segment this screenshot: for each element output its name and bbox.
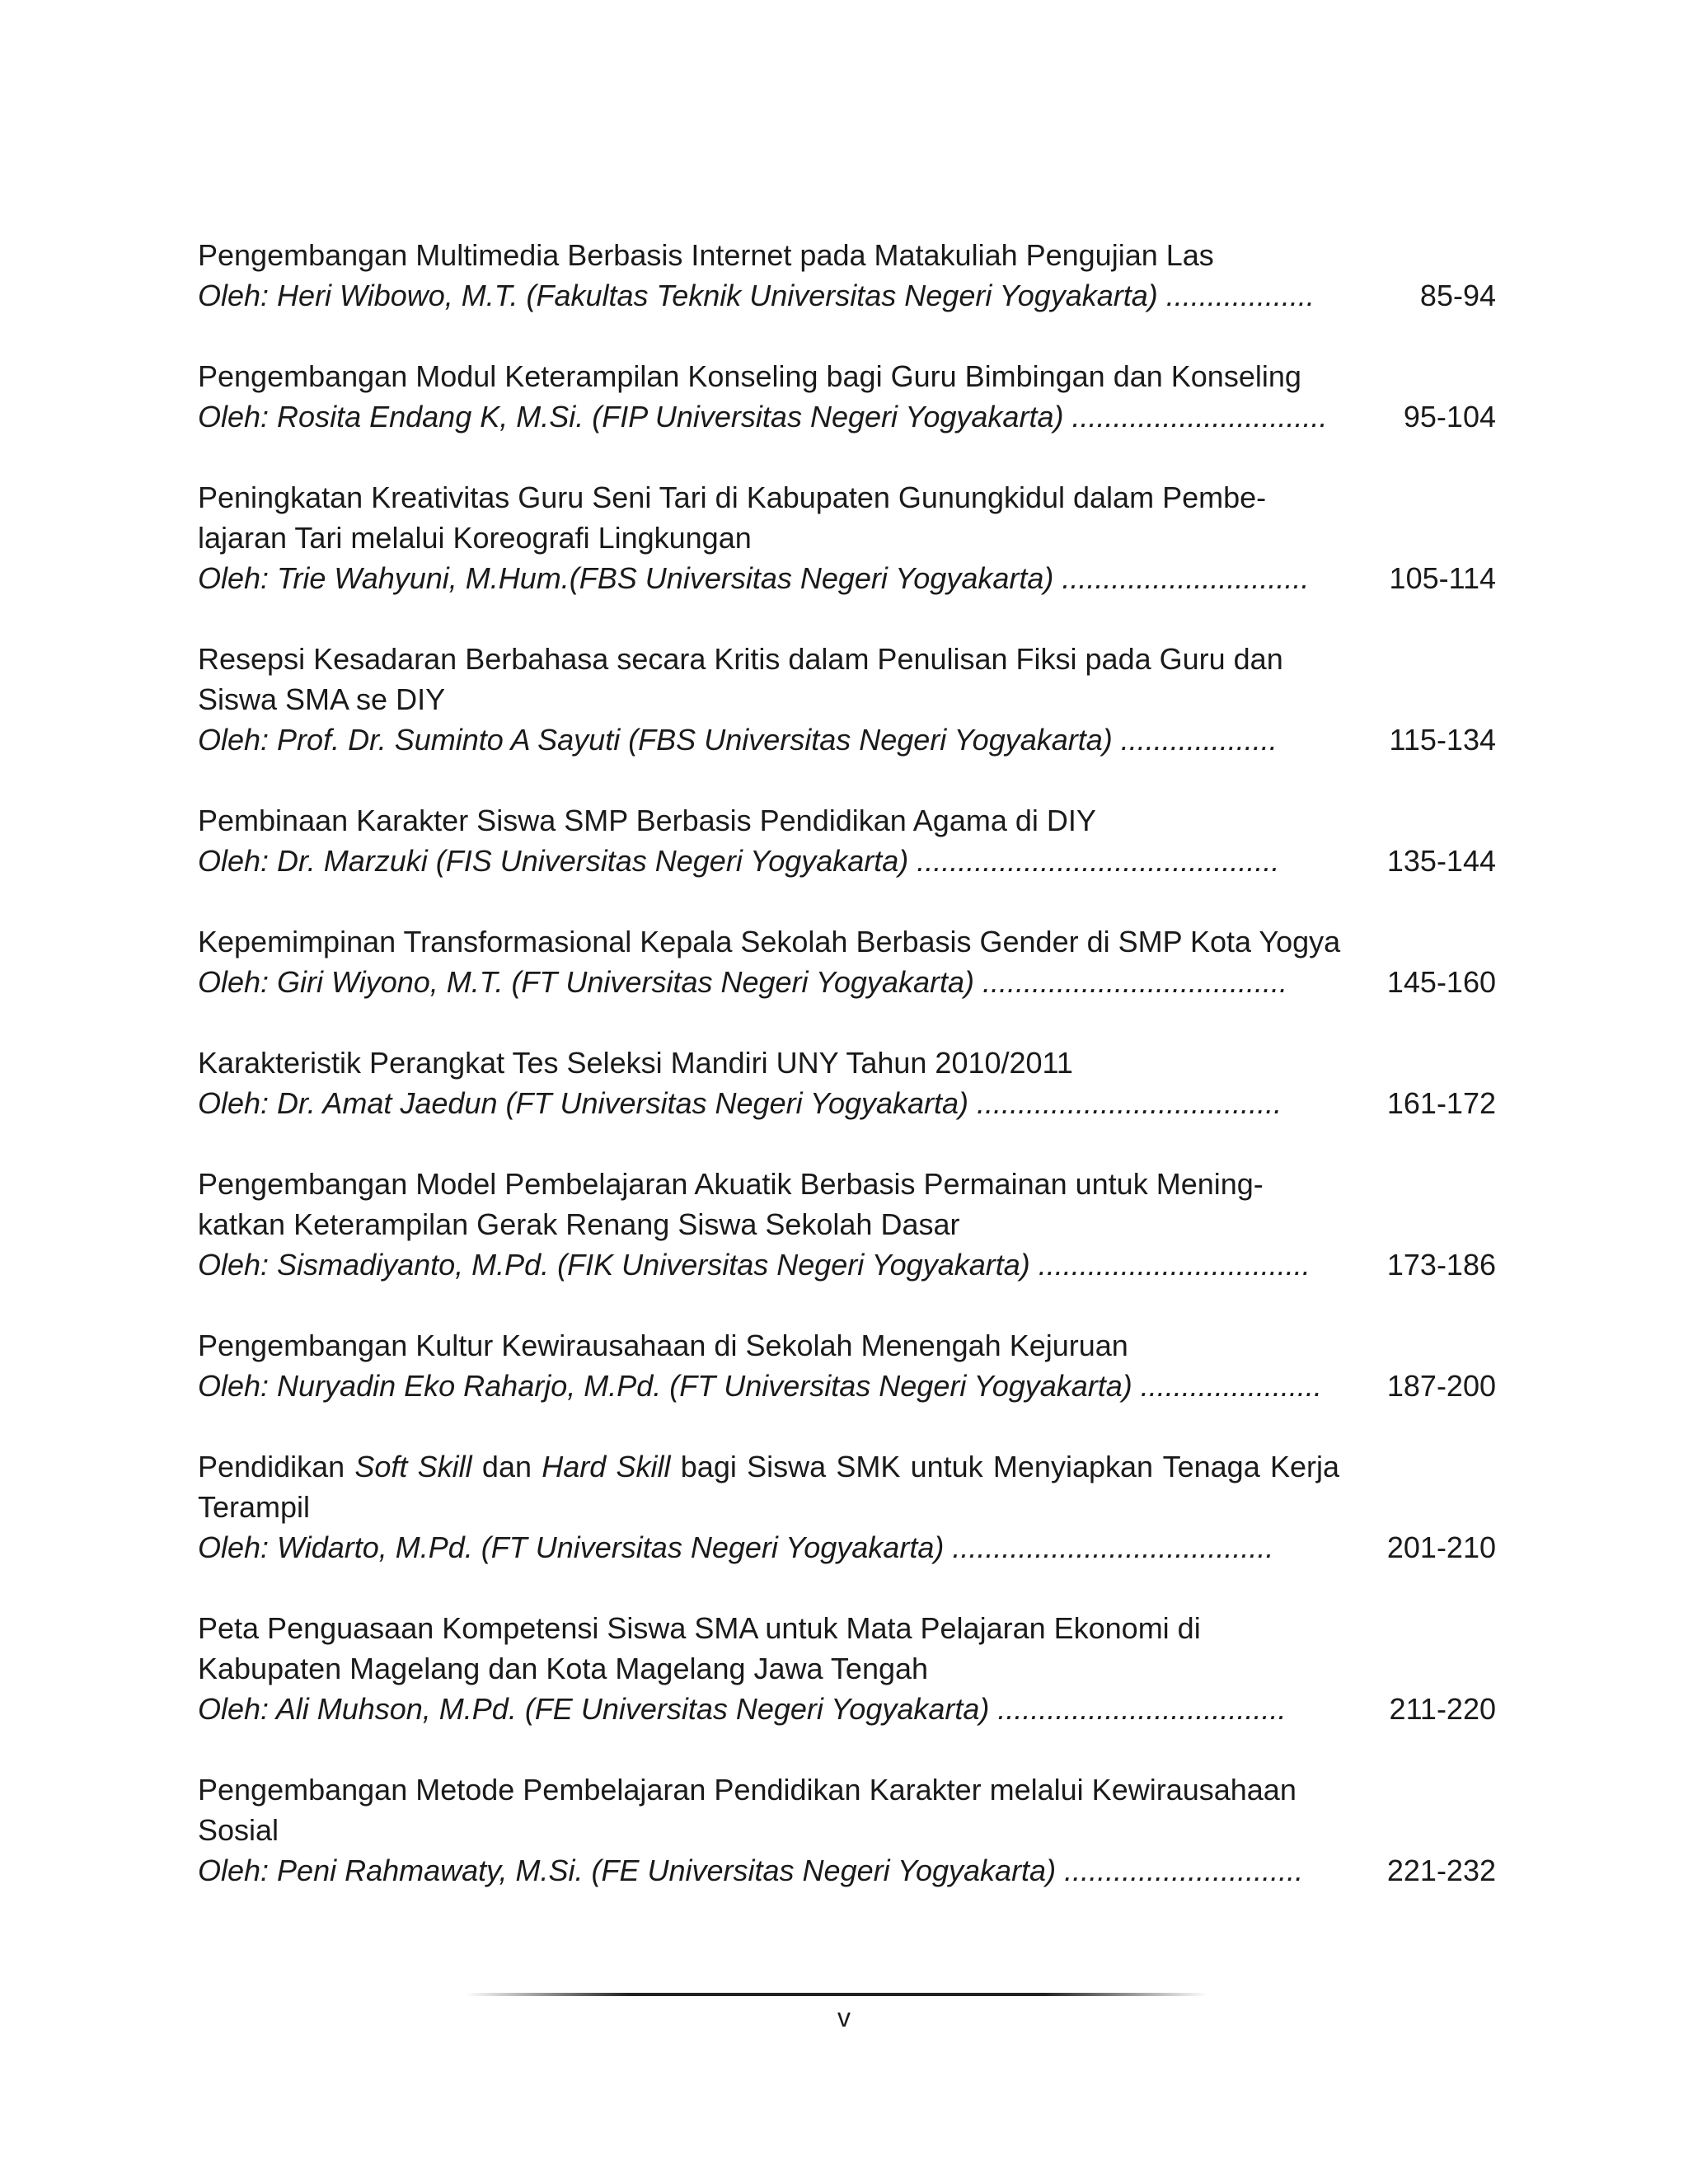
- entry-title: [198, 921, 1339, 962]
- entry-title-emphasis: Hard Skill: [542, 1450, 671, 1483]
- entry-byline: [198, 1527, 1496, 1568]
- toc-entry: [198, 1325, 1496, 1406]
- toc-entry: [198, 235, 1496, 316]
- entry-author: Oleh: Ali Muhson, M.Pd. (FE Universitas Negeri Yogyakarta) ...................................: [198, 1692, 1287, 1726]
- entry-pages: 187-200: [1386, 1369, 1496, 1403]
- entry-byline: [198, 1689, 1496, 1729]
- entry-title-line: Sosial: [198, 1813, 279, 1847]
- toc-entry: [198, 1608, 1496, 1729]
- entry-title-emphasis: Soft Skill: [354, 1450, 472, 1483]
- entry-author: Oleh: Peni Rahmawaty, M.Si. (FE Universitas Negeri Yogyakarta) .............................: [198, 1854, 1304, 1887]
- toc-entry: [198, 639, 1496, 760]
- entry-author: Oleh: Trie Wahyuni, M.Hum.(FBS Universitas Negeri Yogyakarta) ..............................: [198, 561, 1310, 595]
- entry-title: [198, 477, 1339, 558]
- toc-entry: [198, 477, 1496, 598]
- entry-author: Oleh: Giri Wiyono, M.T. (FT Universitas Negeri Yogyakarta) .....................................: [198, 965, 1288, 999]
- entry-author: Oleh: Prof. Dr. Suminto A Sayuti (FBS Universitas Negeri Yogyakarta) ...................: [198, 723, 1278, 757]
- entry-byline: [198, 1244, 1496, 1285]
- entry-author: Oleh: Sismadiyanto, M.Pd. (FIK Universitas Negeri Yogyakarta) .................................: [198, 1248, 1311, 1282]
- entry-title: [198, 1769, 1339, 1850]
- entry-title-line: lajaran Tari melalui Koreografi Lingkungan: [198, 521, 752, 555]
- toc-entry: [198, 356, 1496, 437]
- entry-title-line: Karakteristik Perangkat Tes Seleksi Mandiri UNY Tahun 2010/2011: [198, 1046, 1073, 1080]
- entry-byline: [198, 275, 1496, 316]
- entry-title-line: Pengembangan Kultur Kewirausahaan di Sekolah Menengah Kejuruan: [198, 1329, 1128, 1362]
- entry-title-line: Pengembangan Modul Keterampilan Konseling bagi Guru Bimbingan dan Konseling: [198, 359, 1301, 393]
- entry-title: [198, 1043, 1339, 1083]
- entry-title-line: Resepsi Kesadaran Berbahasa secara Kritis dalam Penulisan Fiksi pada Guru dan: [198, 642, 1283, 676]
- entry-pages: 95-104: [1403, 400, 1496, 434]
- entry-title: [198, 1164, 1339, 1244]
- entry-title: [198, 800, 1339, 841]
- entry-title: [198, 235, 1339, 275]
- entry-author: Oleh: Dr. Marzuki (FIS Universitas Negeri Yogyakarta) ............................................: [198, 844, 1280, 878]
- table-of-contents: [198, 235, 1496, 1931]
- entry-author: Oleh: Widarto, M.Pd. (FT Universitas Negeri Yogyakarta) .......................................: [198, 1530, 1274, 1564]
- entry-byline: [198, 396, 1496, 437]
- toc-entry: [198, 800, 1496, 881]
- entry-title: [198, 1608, 1339, 1689]
- entry-pages: 135-144: [1386, 844, 1496, 878]
- entry-byline: [198, 719, 1496, 760]
- entry-title-line: Kabupaten Magelang dan Kota Magelang Jawa Tengah: [198, 1652, 929, 1685]
- entry-title: [198, 356, 1339, 396]
- entry-title-text: dan: [471, 1450, 542, 1483]
- entry-title-line: Pengembangan Metode Pembelajaran Pendidikan Karakter melalui Kewirausahaan: [198, 1773, 1296, 1807]
- entry-pages: 173-186: [1386, 1248, 1496, 1282]
- entry-byline: [198, 1366, 1496, 1406]
- entry-author: Oleh: Rosita Endang K, M.Si. (FIP Universitas Negeri Yogyakarta) ...............................: [198, 400, 1328, 434]
- entry-title-text: bagi Siswa SMK untuk Menyiapkan Tenaga Kerja Terampil: [198, 1450, 1340, 1524]
- entry-pages: 211-220: [1389, 1692, 1496, 1726]
- page-number: v: [837, 2003, 851, 2032]
- entry-title: [198, 1446, 1339, 1527]
- entry-title-line: Pengembangan Model Pembelajaran Akuatik Berbasis Permainan untuk Mening-: [198, 1167, 1264, 1201]
- entry-pages: 115-134: [1389, 723, 1496, 757]
- entry-pages: 105-114: [1389, 561, 1496, 595]
- entry-author: Oleh: Dr. Amat Jaedun (FT Universitas Negeri Yogyakarta) .....................................: [198, 1086, 1282, 1120]
- entry-byline: [198, 841, 1496, 881]
- entry-pages: 221-232: [1386, 1854, 1496, 1887]
- entry-pages: 201-210: [1386, 1530, 1496, 1564]
- entry-byline: [198, 962, 1496, 1002]
- toc-entry: [198, 1446, 1496, 1568]
- entry-title-line: Pengembangan Multimedia Berbasis Internet pada Matakuliah Pengujian Las: [198, 238, 1214, 272]
- entry-title-line: Peta Penguasaan Kompetensi Siswa SMA untuk Mata Pelajaran Ekonomi di: [198, 1611, 1201, 1645]
- entry-byline: [198, 1083, 1496, 1123]
- entry-title-line: Siswa SMA se DIY: [198, 682, 446, 716]
- entry-pages: 161-172: [1386, 1086, 1496, 1120]
- toc-entry: [198, 1043, 1496, 1123]
- entry-title-line: Kepemimpinan Transformasional Kepala Sekolah Berbasis Gender di SMP Kota Yogya: [198, 925, 1341, 958]
- entry-title: [198, 639, 1339, 719]
- entry-byline: [198, 1850, 1496, 1891]
- entry-pages: 145-160: [1386, 965, 1496, 999]
- entry-pages: 85-94: [1419, 279, 1496, 312]
- entry-author: Oleh: Heri Wibowo, M.T. (Fakultas Teknik Universitas Negeri Yogyakarta) ..................: [198, 279, 1315, 312]
- entry-title: [198, 1325, 1339, 1366]
- toc-entry: [198, 1769, 1496, 1891]
- entry-title-line: Pembinaan Karakter Siswa SMP Berbasis Pendidikan Agama di DIY: [198, 804, 1096, 837]
- toc-entry: [198, 1164, 1496, 1285]
- entry-author: Oleh: Nuryadin Eko Raharjo, M.Pd. (FT Universitas Negeri Yogyakarta) ......................: [198, 1369, 1322, 1403]
- entry-title-line: katkan Keterampilan Gerak Renang Siswa Sekolah Dasar: [198, 1207, 960, 1241]
- toc-entry: [198, 921, 1496, 1002]
- entry-title-text: Pendidikan: [198, 1450, 355, 1483]
- entry-title-line: Peningkatan Kreativitas Guru Seni Tari di Kabupaten Gunungkidul dalam Pembe-: [198, 480, 1267, 514]
- entry-byline: [198, 558, 1496, 598]
